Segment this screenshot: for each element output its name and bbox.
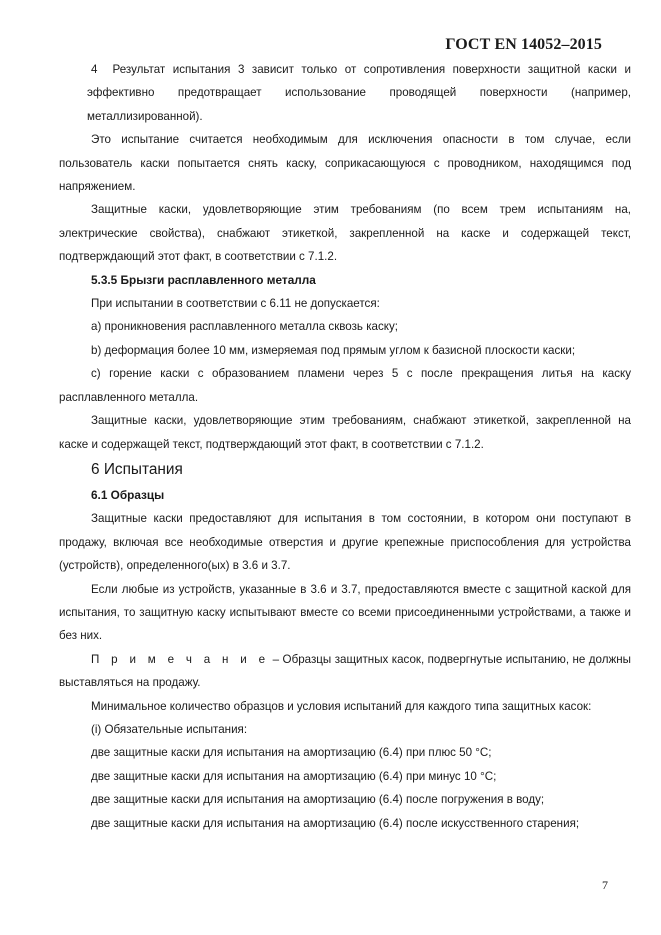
heading-6-tests: 6 Испытания bbox=[91, 460, 183, 478]
note-label: П р и м е ч а н и е bbox=[91, 652, 270, 666]
paragraph-devices: Если любые из устройств, указанные в 3.6 и 3.7, предоставляются вместе с защитной каской для испытания, то защитную каску испытывают вместе со всеми присоединенными устройствами, а также и без них. bbox=[59, 582, 631, 643]
heading-5-3-5: 5.3.5 Брызги расплавленного металла bbox=[91, 272, 316, 287]
note-4 bbox=[59, 58, 631, 128]
note-text: – Образцы защитных касок, подвергнутые испытанию, не должны выставляться на продажу. bbox=[59, 652, 632, 690]
list-item: а) проникновения расплавленного металла сквозь каску; bbox=[91, 320, 398, 334]
list-item: две защитные каски для испытания на амортизацию (6.4) после погружения в воду; bbox=[91, 793, 545, 807]
mandatory-tests-heading: (i) Обязательные испытания: bbox=[91, 722, 248, 736]
document-standard-code: ГОСТ EN 14052–2015 bbox=[445, 36, 602, 53]
heading-6-1-samples: 6.1 Образцы bbox=[91, 487, 165, 502]
list-item: две защитные каски для испытания на амортизацию (6.4) при минус 10 °С; bbox=[91, 769, 497, 783]
page-number: 7 bbox=[602, 878, 608, 892]
note-samples bbox=[59, 648, 631, 695]
list-item: две защитные каски для испытания на амортизацию (6.4) при плюс 50 °С; bbox=[91, 746, 492, 760]
list-item: с) горение каски с образованием пламени через 5 с после прекращения литья на каску расплавленного металла. bbox=[59, 367, 631, 404]
page-body bbox=[59, 58, 631, 835]
list-item: две защитные каски для испытания на амортизацию (6.4) после искусственного старения; bbox=[91, 816, 580, 830]
paragraph-samples-condition: Защитные каски предоставляют для испытания в том состоянии, в котором они поступают в продажу, включая все необходимые отверстия и другие крепежные приспособления для устройства (устройств), определенного(ых) в 3.6 и 3.7. bbox=[59, 512, 631, 573]
paragraph-metal-splash-labeling: Защитные каски, удовлетворяющие этим требованиям, снабжают этикеткой, закрепленной на каске и содержащей текст, подтверждающий этот факт, в соответствии с 7.1.2. bbox=[59, 414, 631, 451]
note-4-number: 4 bbox=[91, 63, 98, 76]
paragraph-danger-explanation: Это испытание считается необходимым для исключения опасности в том случае, если пользователь каски попытается снять каску, соприкасающуюся с проводником, находящимся под напряжением. bbox=[59, 133, 631, 194]
note-4-text: Результат испытания 3 зависит только от сопротивления поверхности защитной каски и эффективно предотвращает использование проводящей поверхности (например, металлизированной). bbox=[87, 63, 631, 123]
paragraph-minimum-samples: Минимальное количество образцов и условия испытаний для каждого типа защитных касок: bbox=[91, 699, 592, 713]
list-item: b) деформация более 10 мм, измеряемая под прямым углом к базисной плоскости каски; bbox=[91, 343, 576, 357]
paragraph-electrical-labeling: Защитные каски, удовлетворяющие этим требованиям (по всем трем испытаниям на, электрические свойства), снабжают этикеткой, закрепленной на каске и содержащей текст, подтверждающий этот факт, в соответствии с 7.1.2. bbox=[59, 203, 631, 264]
paragraph-metal-splash-intro: При испытании в соответствии с 6.11 не допускается: bbox=[91, 297, 380, 311]
